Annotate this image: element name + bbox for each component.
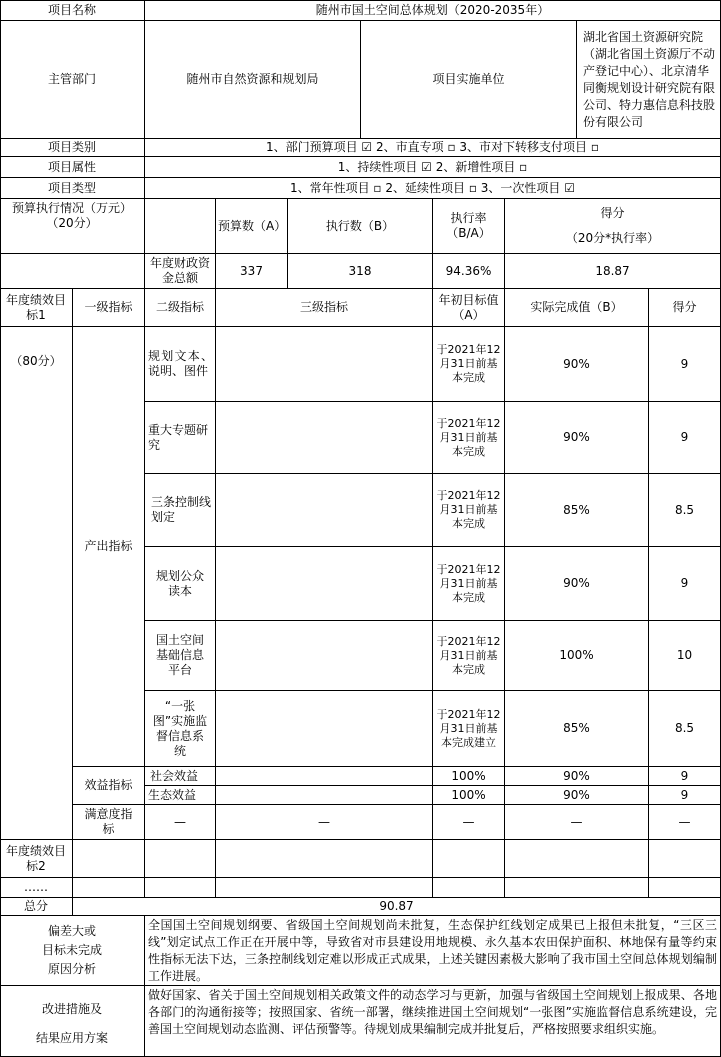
output-row-score: 8.5 (649, 474, 721, 547)
benefit-row-name: 生态效益 (145, 786, 216, 805)
deviation-label (0, 916, 145, 986)
output-row-actual: 90% (505, 402, 649, 474)
output-row-target: 于2021年12月31日前基本完成 (433, 621, 505, 691)
score-header: 得分 (649, 289, 721, 327)
output-row-name: 规划文本、说明、图件 (145, 327, 216, 402)
level3-header: 三级指标 (216, 289, 433, 327)
level1-header: 一级指标 (73, 289, 145, 327)
benefit-row-score: 9 (649, 767, 721, 786)
total-value: 90.87 (73, 898, 721, 916)
rate-value: 94.36% (433, 254, 505, 289)
satisfaction-dash: — (649, 805, 721, 840)
output-row-actual: 85% (505, 474, 649, 547)
goal2-cell (216, 840, 433, 878)
ellipsis-cell (649, 878, 721, 898)
output-row-name: “一张图”实施监督信息系统 (145, 691, 216, 767)
project-name-label: 项目名称 (0, 0, 145, 21)
dept-value: 随州市自然资源和规划局 (145, 21, 361, 139)
output-row-level3 (216, 547, 433, 621)
goal2-cell (649, 840, 721, 878)
improve-label-line: 改进措施及 (41, 1002, 102, 1016)
satisfaction-dash: — (505, 805, 649, 840)
output-row-name: 三条控制线划定 (145, 474, 216, 547)
ellipsis-cell (216, 878, 433, 898)
output-row-level3 (216, 327, 433, 402)
level2-header: 二级指标 (145, 289, 216, 327)
output-row-level3 (216, 474, 433, 547)
category-label: 项目类别 (0, 139, 145, 157)
budget-value: 337 (216, 254, 288, 289)
col-score-header (505, 199, 721, 254)
satisfaction-dash: — (433, 805, 505, 840)
deviation-label-line: 偏差大或 (47, 924, 96, 938)
goal2-label: 年度绩效目标2 (0, 840, 73, 878)
ellipsis-label: …… (0, 878, 73, 898)
ellipsis-cell (505, 878, 649, 898)
benefit-row-target: 100% (433, 786, 505, 805)
goal2-cell (505, 840, 649, 878)
satisfaction-dash: — (216, 805, 433, 840)
output-row-target: 于2021年12月31日前基本完成建立 (433, 691, 505, 767)
benefit-indicator-label: 效益指标 (73, 767, 145, 805)
benefit-row-target: 100% (433, 767, 505, 786)
type-label: 项目类型 (0, 178, 145, 199)
exec-value: 318 (288, 254, 433, 289)
attr-value: 1、持续性项目 ☑ 2、新增性项目 ▫ (145, 157, 721, 178)
attr-label: 项目属性 (0, 157, 145, 178)
deviation-label-line: 原因分析 (47, 962, 96, 976)
deviation-text: 全国国土空间规划纲要、省级国土空间规划尚未批复，生态保护红线划定成果已上报但未批复，“三区三线”划定试点工作正在开展中等，导致省对市县建设用地规模、永久基本农田保护面积、林地保有量等约束性指标无法下达，三条控制线划定难以形成正式成果，上述关键因素极大影响了我市国土空间总体规划编制工作进展。 (145, 916, 721, 986)
col-budget-header: 预算数（A） (216, 199, 288, 254)
output-row-name: 重大专题研究 (145, 402, 216, 474)
output-row-score: 9 (649, 402, 721, 474)
benefit-row-level3 (216, 767, 433, 786)
deviation-label-line: 目标未完成 (41, 943, 102, 957)
ellipsis-cell (145, 878, 216, 898)
output-row-level3 (216, 621, 433, 691)
benefit-row-actual: 90% (505, 767, 649, 786)
benefit-row-level3 (216, 786, 433, 805)
benefit-row-actual: 90% (505, 786, 649, 805)
score-header-title: 得分 (600, 206, 625, 220)
output-row-target: 于2021年12月31日前基本完成 (433, 474, 505, 547)
goal1-label: 年度绩效目标1 (0, 289, 73, 327)
output-row-score: 8.5 (649, 691, 721, 767)
goal1-points: （80分） (0, 327, 73, 840)
ellipsis-cell (433, 878, 505, 898)
output-row-actual: 90% (505, 547, 649, 621)
benefit-row-name: 社会效益 (145, 767, 216, 786)
col-exec-header: 执行数（B） (288, 199, 433, 254)
output-row-target: 于2021年12月31日前基本完成 (433, 547, 505, 621)
fiscal-total-label: 年度财政资金总额 (145, 254, 216, 289)
project-name-value: 随州市国土空间总体规划（2020-2035年） (145, 0, 721, 21)
actual-header: 实际完成值（B） (505, 289, 649, 327)
budget-blank-header (145, 199, 216, 254)
satisfaction-dash: — (145, 805, 216, 840)
benefit-row-score: 9 (649, 786, 721, 805)
impl-value: 湖北省国土资源研究院（湖北省国土资源厅不动产登记中心）、北京清华同衡规划设计研究院有限公司、特力惠信息科技股份有限公司 (577, 21, 721, 139)
dept-label: 主管部门 (0, 21, 145, 139)
budget-score-value: 18.87 (505, 254, 721, 289)
output-row-level3 (216, 402, 433, 474)
output-row-target: 于2021年12月31日前基本完成 (433, 327, 505, 402)
satisfaction-label: 满意度指标 (73, 805, 145, 840)
output-row-level3 (216, 691, 433, 767)
improve-label-line: 结果应用方案 (35, 1031, 108, 1045)
output-row-score: 9 (649, 547, 721, 621)
score-header-formula: （20分*执行率） (565, 231, 660, 245)
target-header: 年初目标值（A） (433, 289, 505, 327)
goal2-cell (73, 840, 145, 878)
ellipsis-cell (73, 878, 145, 898)
budget-label-spacer (0, 254, 145, 289)
goal2-cell (433, 840, 505, 878)
output-row-score: 10 (649, 621, 721, 691)
output-row-name: 国土空间基础信息平台 (145, 621, 216, 691)
output-row-actual: 90% (505, 327, 649, 402)
goal2-cell (145, 840, 216, 878)
output-row-score: 9 (649, 327, 721, 402)
output-row-name: 规划公众读本 (145, 547, 216, 621)
category-value: 1、部门预算项目 ☑ 2、市直专项 ▫ 3、市对下转移支付项目 ▫ (145, 139, 721, 157)
improve-text: 做好国家、省关于国土空间规划相关政策文件的动态学习与更新，加强与省级国土空间规划上报成果、各地各部门的沟通衔接等；按照国家、省统一部署，继续推进国土空间规划“一张图”实施监督信息系统建设，完善国土空间规划动态监测、评估预警等。待规划成果编制完成并批复后，严格按照要求组织实施。 (145, 986, 721, 1057)
type-value: 1、常年性项目 ▫ 2、延续性项目 ▫ 3、一次性项目 ☑ (145, 178, 721, 199)
col-rate-header: 执行率（B/A） (433, 199, 505, 254)
output-row-target: 于2021年12月31日前基本完成 (433, 402, 505, 474)
total-label: 总分 (0, 898, 73, 916)
budget-label: 预算执行情况（万元）（20分） (0, 199, 145, 254)
output-row-actual: 85% (505, 691, 649, 767)
output-row-actual: 100% (505, 621, 649, 691)
improve-label (0, 986, 145, 1057)
impl-label: 项目实施单位 (361, 21, 577, 139)
output-indicator-label: 产出指标 (73, 327, 145, 767)
